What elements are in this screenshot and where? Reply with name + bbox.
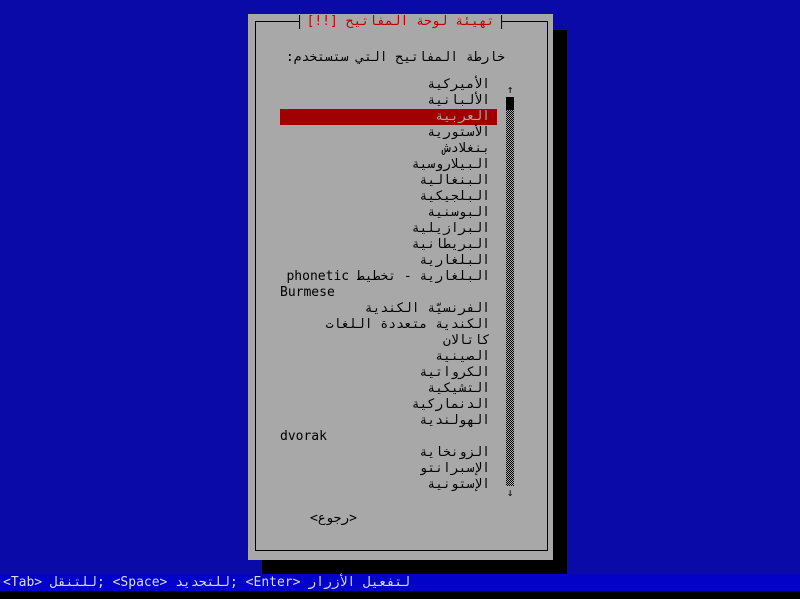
- scrollbar[interactable]: [505, 83, 515, 500]
- keymap-option[interactable]: الزونخاية: [419, 445, 490, 460]
- keymap-option[interactable]: التشيكية: [427, 381, 490, 396]
- keymap-option[interactable]: الكرواتية: [419, 365, 490, 380]
- keymap-option[interactable]: الصينية: [435, 349, 490, 364]
- scroll-up-arrow[interactable]: ↑: [506, 83, 514, 96]
- keymap-option[interactable]: الكندية متعددة اللغات: [325, 317, 490, 332]
- keymap-instruction-label: خارطة المفاتيح التي ستستخدم:: [285, 50, 505, 65]
- keyboard-config-dialog: [248, 14, 553, 560]
- keymap-option[interactable]: الإسبرانتو: [419, 461, 490, 476]
- keymap-option[interactable]: الأستورية: [427, 125, 490, 140]
- scrollbar-thumb[interactable]: [506, 97, 514, 110]
- keymap-option[interactable]: كاتالان: [443, 333, 490, 348]
- footer-black-strip: [0, 591, 800, 599]
- keymap-list: [280, 77, 497, 493]
- keymap-option[interactable]: البلجيكية: [419, 189, 490, 204]
- keymap-option[interactable]: العربية: [280, 109, 497, 125]
- footer-help-text: <Tab> للتنقل; <Space> للتحديد; <Enter> لتفعيل الأزرار: [0, 574, 800, 591]
- keymap-option[interactable]: البلغارية - تخطيط phonetic: [286, 269, 490, 284]
- keymap-option[interactable]: الفرنسيّة الكندية: [364, 301, 490, 316]
- dialog-title: [!!] تهيئة لوحة المفاتيح: [299, 15, 503, 29]
- keymap-option[interactable]: الأميركية: [427, 77, 490, 92]
- scrollbar-track[interactable]: [506, 97, 514, 486]
- go-back-button[interactable]: <رجوع>: [310, 511, 357, 526]
- keymap-option[interactable]: البرازيلية: [411, 221, 490, 236]
- keymap-option[interactable]: البيلاروسية: [411, 157, 490, 172]
- keymap-option[interactable]: بنغلادش: [443, 141, 490, 156]
- keymap-option[interactable]: الهولندية: [419, 413, 490, 428]
- keymap-option[interactable]: الدنماركية: [411, 397, 490, 412]
- keymap-option[interactable]: الألبانية: [427, 93, 490, 108]
- keymap-option[interactable]: البنغالية: [419, 173, 490, 188]
- keymap-option[interactable]: البريطانية: [411, 237, 490, 252]
- keymap-option[interactable]: dvorak: [280, 429, 327, 444]
- keymap-option[interactable]: البلغارية: [419, 253, 490, 268]
- keymap-option[interactable]: Burmese: [280, 285, 335, 300]
- scroll-down-arrow[interactable]: ↓: [506, 486, 514, 499]
- keymap-option[interactable]: الإستونية: [427, 477, 490, 492]
- keymap-option[interactable]: البوسنية: [427, 205, 490, 220]
